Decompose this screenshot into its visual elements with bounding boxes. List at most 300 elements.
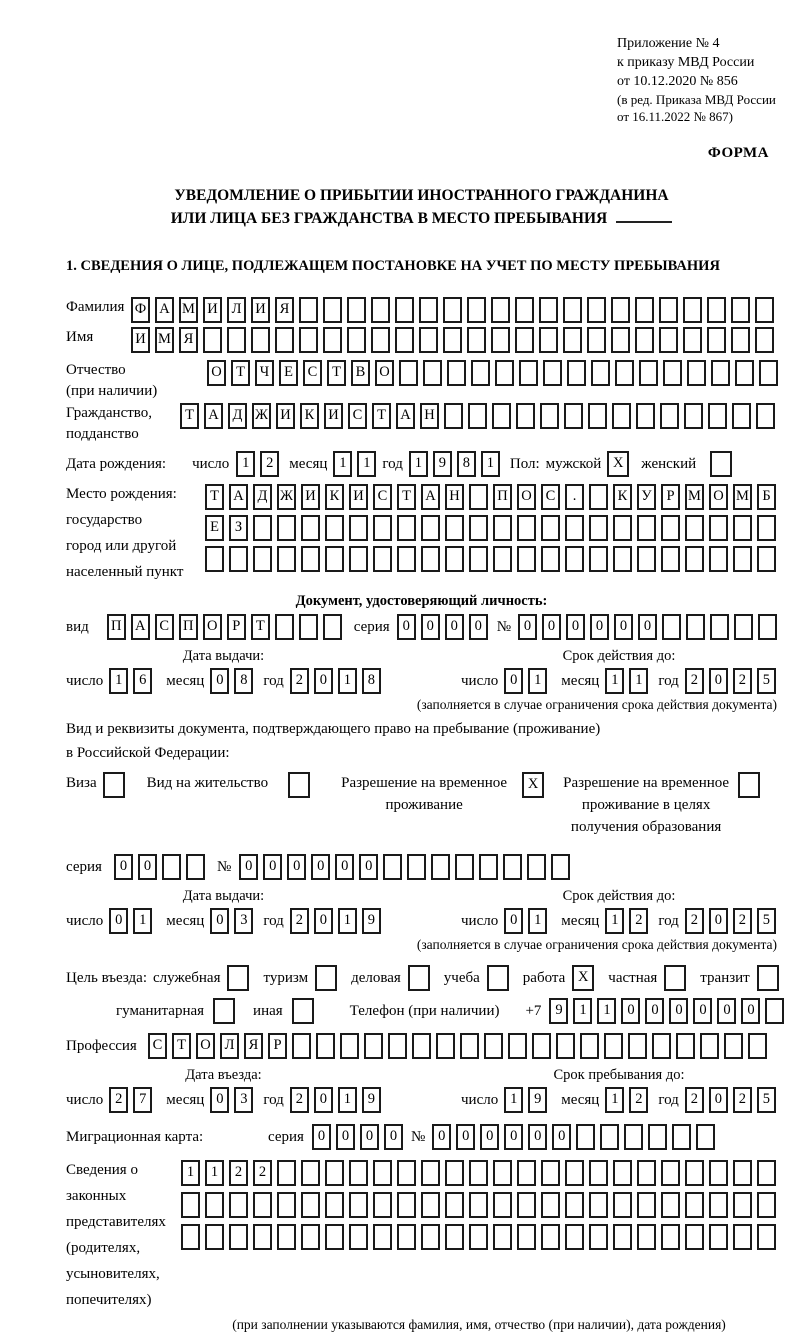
form-cell[interactable]: 0	[504, 908, 523, 934]
form-cell[interactable]	[323, 327, 342, 353]
form-cell[interactable]: А	[155, 297, 174, 323]
form-cell[interactable]	[541, 1160, 560, 1186]
form-cell[interactable]	[684, 403, 703, 429]
form-cell[interactable]	[565, 546, 584, 572]
form-cell[interactable]	[731, 327, 750, 353]
form-cell[interactable]: 0	[542, 614, 561, 640]
form-cell[interactable]: 0	[709, 908, 728, 934]
form-cell[interactable]	[275, 614, 294, 640]
form-cell[interactable]	[733, 546, 752, 572]
form-cell[interactable]	[519, 360, 538, 386]
form-cell[interactable]	[275, 327, 294, 353]
residence-permit-checkbox[interactable]	[288, 772, 310, 798]
form-cell[interactable]	[757, 1224, 776, 1250]
form-cell[interactable]: 0	[518, 614, 537, 640]
form-cell[interactable]	[687, 360, 706, 386]
temp-residence-education-checkbox[interactable]	[738, 772, 760, 798]
form-cell[interactable]: 0	[741, 998, 760, 1024]
form-cell[interactable]	[589, 1224, 608, 1250]
form-cell[interactable]	[757, 1160, 776, 1186]
purpose-private-checkbox[interactable]	[664, 965, 686, 991]
form-cell[interactable]	[205, 546, 224, 572]
form-cell[interactable]	[755, 297, 774, 323]
form-cell[interactable]: 7	[133, 1087, 152, 1113]
form-cell[interactable]	[589, 1160, 608, 1186]
form-cell[interactable]	[325, 515, 344, 541]
form-cell[interactable]: 0	[504, 1124, 523, 1150]
form-cell[interactable]: 0	[445, 614, 464, 640]
form-cell[interactable]: 1	[573, 998, 592, 1024]
form-cell[interactable]	[468, 403, 487, 429]
form-cell[interactable]	[253, 546, 272, 572]
form-cell[interactable]	[431, 854, 450, 880]
form-cell[interactable]: В	[351, 360, 370, 386]
form-cell[interactable]	[636, 403, 655, 429]
form-cell[interactable]	[709, 515, 728, 541]
form-cell[interactable]: П	[493, 484, 512, 510]
form-cell[interactable]	[421, 1224, 440, 1250]
form-cell[interactable]	[663, 360, 682, 386]
form-cell[interactable]: 1	[338, 908, 357, 934]
form-cell[interactable]: 0	[397, 614, 416, 640]
form-cell[interactable]: Т	[251, 614, 270, 640]
form-cell[interactable]: 0	[314, 908, 333, 934]
form-cell[interactable]	[637, 1192, 656, 1218]
form-cell[interactable]: 0	[432, 1124, 451, 1150]
form-cell[interactable]: 0	[566, 614, 585, 640]
form-cell[interactable]	[467, 327, 486, 353]
form-cell[interactable]: Е	[279, 360, 298, 386]
form-cell[interactable]	[565, 515, 584, 541]
form-cell[interactable]	[613, 1192, 632, 1218]
form-cell[interactable]	[757, 1192, 776, 1218]
form-cell[interactable]	[563, 327, 582, 353]
form-cell[interactable]	[299, 327, 318, 353]
form-cell[interactable]	[567, 360, 586, 386]
form-cell[interactable]: О	[375, 360, 394, 386]
form-cell[interactable]	[277, 1224, 296, 1250]
form-cell[interactable]: 3	[234, 1087, 253, 1113]
form-cell[interactable]	[445, 546, 464, 572]
form-cell[interactable]: 1	[504, 1087, 523, 1113]
form-cell[interactable]: 9	[433, 451, 452, 477]
form-cell[interactable]	[181, 1192, 200, 1218]
form-cell[interactable]: 2	[629, 1087, 648, 1113]
form-cell[interactable]: 0	[210, 908, 229, 934]
form-cell[interactable]	[711, 360, 730, 386]
form-cell[interactable]: Р	[268, 1033, 287, 1059]
purpose-transit-checkbox[interactable]	[757, 965, 779, 991]
form-cell[interactable]: 1	[528, 668, 547, 694]
form-cell[interactable]	[421, 546, 440, 572]
form-cell[interactable]	[565, 1160, 584, 1186]
form-cell[interactable]: 0	[311, 854, 330, 880]
form-cell[interactable]	[685, 515, 704, 541]
form-cell[interactable]	[757, 546, 776, 572]
form-cell[interactable]: А	[421, 484, 440, 510]
form-cell[interactable]: Л	[227, 297, 246, 323]
form-cell[interactable]	[759, 360, 778, 386]
form-cell[interactable]	[292, 1033, 311, 1059]
sex-female-checkbox[interactable]	[710, 451, 732, 477]
form-cell[interactable]: 0	[336, 1124, 355, 1150]
form-cell[interactable]: 1	[338, 668, 357, 694]
form-cell[interactable]	[707, 297, 726, 323]
form-cell[interactable]	[443, 327, 462, 353]
form-cell[interactable]	[347, 297, 366, 323]
form-cell[interactable]: 2	[109, 1087, 128, 1113]
form-cell[interactable]	[659, 297, 678, 323]
form-cell[interactable]	[325, 1192, 344, 1218]
form-cell[interactable]	[637, 546, 656, 572]
form-cell[interactable]	[443, 297, 462, 323]
form-cell[interactable]	[685, 1224, 704, 1250]
form-cell[interactable]	[421, 1160, 440, 1186]
form-cell[interactable]: 5	[757, 908, 776, 934]
form-cell[interactable]	[612, 403, 631, 429]
form-cell[interactable]	[349, 1224, 368, 1250]
form-cell[interactable]: М	[685, 484, 704, 510]
form-cell[interactable]	[515, 327, 534, 353]
form-cell[interactable]: 0	[239, 854, 258, 880]
form-cell[interactable]	[445, 1192, 464, 1218]
form-cell[interactable]: 1	[333, 451, 352, 477]
form-cell[interactable]	[613, 546, 632, 572]
form-cell[interactable]	[628, 1033, 647, 1059]
form-cell[interactable]	[205, 1224, 224, 1250]
form-cell[interactable]	[707, 327, 726, 353]
form-cell[interactable]: 0	[638, 614, 657, 640]
form-cell[interactable]: 1	[357, 451, 376, 477]
form-cell[interactable]	[277, 1160, 296, 1186]
form-cell[interactable]	[755, 327, 774, 353]
form-cell[interactable]: 1	[338, 1087, 357, 1113]
form-cell[interactable]: О	[196, 1033, 215, 1059]
form-cell[interactable]: К	[613, 484, 632, 510]
form-cell[interactable]: 1	[181, 1160, 200, 1186]
form-cell[interactable]: 2	[685, 1087, 704, 1113]
form-cell[interactable]	[637, 515, 656, 541]
form-cell[interactable]	[541, 515, 560, 541]
form-cell[interactable]	[383, 854, 402, 880]
form-cell[interactable]	[708, 403, 727, 429]
form-cell[interactable]: 0	[693, 998, 712, 1024]
form-cell[interactable]: 0	[469, 614, 488, 640]
form-cell[interactable]	[227, 327, 246, 353]
form-cell[interactable]: 1	[133, 908, 152, 934]
form-cell[interactable]	[186, 854, 205, 880]
form-cell[interactable]: С	[148, 1033, 167, 1059]
form-cell[interactable]: С	[373, 484, 392, 510]
form-cell[interactable]	[710, 614, 729, 640]
form-cell[interactable]	[388, 1033, 407, 1059]
form-cell[interactable]	[648, 1124, 667, 1150]
form-cell[interactable]: 0	[669, 998, 688, 1024]
form-cell[interactable]	[539, 297, 558, 323]
form-cell[interactable]: 0	[645, 998, 664, 1024]
form-cell[interactable]	[686, 614, 705, 640]
form-cell[interactable]	[589, 546, 608, 572]
form-cell[interactable]: 2	[733, 668, 752, 694]
form-cell[interactable]: 2	[290, 1087, 309, 1113]
form-cell[interactable]	[229, 546, 248, 572]
form-cell[interactable]: И	[131, 327, 150, 353]
form-cell[interactable]	[541, 1224, 560, 1250]
form-cell[interactable]	[323, 614, 342, 640]
form-cell[interactable]	[423, 360, 442, 386]
form-cell[interactable]	[445, 1224, 464, 1250]
form-cell[interactable]: П	[179, 614, 198, 640]
form-cell[interactable]: С	[155, 614, 174, 640]
form-cell[interactable]	[685, 546, 704, 572]
form-cell[interactable]: 0	[717, 998, 736, 1024]
form-cell[interactable]: А	[131, 614, 150, 640]
form-cell[interactable]	[412, 1033, 431, 1059]
form-cell[interactable]	[162, 854, 181, 880]
form-cell[interactable]	[373, 1192, 392, 1218]
form-cell[interactable]	[563, 297, 582, 323]
form-cell[interactable]: Е	[205, 515, 224, 541]
form-cell[interactable]: .	[565, 484, 584, 510]
form-cell[interactable]: 2	[685, 908, 704, 934]
purpose-humanitarian-checkbox[interactable]	[213, 998, 235, 1024]
form-cell[interactable]: 9	[528, 1087, 547, 1113]
form-cell[interactable]	[349, 515, 368, 541]
sex-male-checkbox[interactable]: X	[607, 451, 629, 477]
form-cell[interactable]	[469, 515, 488, 541]
form-cell[interactable]: И	[276, 403, 295, 429]
form-cell[interactable]	[661, 1160, 680, 1186]
form-cell[interactable]	[732, 403, 751, 429]
form-cell[interactable]	[659, 327, 678, 353]
form-cell[interactable]	[445, 1160, 464, 1186]
form-cell[interactable]: И	[324, 403, 343, 429]
form-cell[interactable]: О	[517, 484, 536, 510]
form-cell[interactable]	[662, 614, 681, 640]
form-cell[interactable]	[436, 1033, 455, 1059]
form-cell[interactable]: 2	[733, 908, 752, 934]
form-cell[interactable]: Н	[420, 403, 439, 429]
form-cell[interactable]	[395, 297, 414, 323]
form-cell[interactable]	[253, 515, 272, 541]
form-cell[interactable]: 0	[552, 1124, 571, 1150]
form-cell[interactable]	[611, 327, 630, 353]
form-cell[interactable]: 1	[605, 668, 624, 694]
form-cell[interactable]: Л	[220, 1033, 239, 1059]
form-cell[interactable]: 2	[260, 451, 279, 477]
form-cell[interactable]: Т	[327, 360, 346, 386]
form-cell[interactable]: 0	[314, 1087, 333, 1113]
form-cell[interactable]	[467, 297, 486, 323]
form-cell[interactable]	[205, 1192, 224, 1218]
form-cell[interactable]: Я	[179, 327, 198, 353]
form-cell[interactable]	[469, 546, 488, 572]
form-cell[interactable]: 0	[528, 1124, 547, 1150]
form-cell[interactable]	[735, 360, 754, 386]
form-cell[interactable]: 0	[709, 1087, 728, 1113]
form-cell[interactable]	[277, 546, 296, 572]
form-cell[interactable]: 0	[210, 668, 229, 694]
form-cell[interactable]: 0	[590, 614, 609, 640]
form-cell[interactable]: 5	[757, 668, 776, 694]
form-cell[interactable]	[541, 1192, 560, 1218]
form-cell[interactable]	[589, 515, 608, 541]
form-cell[interactable]: 1	[528, 908, 547, 934]
form-cell[interactable]	[492, 403, 511, 429]
form-cell[interactable]	[556, 1033, 575, 1059]
form-cell[interactable]: С	[303, 360, 322, 386]
form-cell[interactable]	[661, 515, 680, 541]
form-cell[interactable]	[253, 1224, 272, 1250]
form-cell[interactable]	[371, 297, 390, 323]
form-cell[interactable]: 0	[109, 908, 128, 934]
form-cell[interactable]: С	[541, 484, 560, 510]
form-cell[interactable]	[611, 297, 630, 323]
form-cell[interactable]: 8	[457, 451, 476, 477]
form-cell[interactable]	[491, 297, 510, 323]
form-cell[interactable]: Т	[180, 403, 199, 429]
form-cell[interactable]	[724, 1033, 743, 1059]
form-cell[interactable]	[700, 1033, 719, 1059]
form-cell[interactable]	[503, 854, 522, 880]
form-cell[interactable]	[551, 854, 570, 880]
form-cell[interactable]: П	[107, 614, 126, 640]
form-cell[interactable]	[347, 327, 366, 353]
form-cell[interactable]: У	[637, 484, 656, 510]
form-cell[interactable]	[277, 515, 296, 541]
form-cell[interactable]	[576, 1124, 595, 1150]
form-cell[interactable]: М	[155, 327, 174, 353]
form-cell[interactable]	[373, 515, 392, 541]
form-cell[interactable]	[421, 515, 440, 541]
form-cell[interactable]	[397, 515, 416, 541]
form-cell[interactable]: 9	[362, 908, 381, 934]
form-cell[interactable]: 1	[481, 451, 500, 477]
form-cell[interactable]	[469, 1160, 488, 1186]
form-cell[interactable]	[229, 1224, 248, 1250]
form-cell[interactable]	[661, 1224, 680, 1250]
form-cell[interactable]: 0	[210, 1087, 229, 1113]
form-cell[interactable]	[696, 1124, 715, 1150]
form-cell[interactable]	[471, 360, 490, 386]
form-cell[interactable]: К	[300, 403, 319, 429]
form-cell[interactable]	[613, 515, 632, 541]
form-cell[interactable]: 1	[236, 451, 255, 477]
form-cell[interactable]: О	[709, 484, 728, 510]
form-cell[interactable]	[661, 546, 680, 572]
form-cell[interactable]: И	[349, 484, 368, 510]
form-cell[interactable]: Т	[372, 403, 391, 429]
form-cell[interactable]: 1	[629, 668, 648, 694]
form-cell[interactable]	[565, 1192, 584, 1218]
form-cell[interactable]: Т	[205, 484, 224, 510]
form-cell[interactable]: Д	[253, 484, 272, 510]
form-cell[interactable]: А	[396, 403, 415, 429]
form-cell[interactable]: А	[204, 403, 223, 429]
form-cell[interactable]: И	[301, 484, 320, 510]
form-cell[interactable]: Т	[172, 1033, 191, 1059]
form-cell[interactable]	[733, 1160, 752, 1186]
form-cell[interactable]	[589, 1192, 608, 1218]
form-cell[interactable]: Б	[757, 484, 776, 510]
form-cell[interactable]	[493, 1192, 512, 1218]
form-cell[interactable]	[733, 1192, 752, 1218]
form-cell[interactable]	[683, 327, 702, 353]
form-cell[interactable]	[637, 1224, 656, 1250]
form-cell[interactable]: 9	[549, 998, 568, 1024]
form-cell[interactable]: 1	[597, 998, 616, 1024]
form-cell[interactable]	[637, 1160, 656, 1186]
form-cell[interactable]: 1	[409, 451, 428, 477]
form-cell[interactable]: С	[348, 403, 367, 429]
form-cell[interactable]: Т	[231, 360, 250, 386]
form-cell[interactable]: 2	[253, 1160, 272, 1186]
form-cell[interactable]: 0	[359, 854, 378, 880]
form-cell[interactable]: 0	[709, 668, 728, 694]
form-cell[interactable]	[660, 403, 679, 429]
form-cell[interactable]: З	[229, 515, 248, 541]
form-cell[interactable]: 1	[205, 1160, 224, 1186]
form-cell[interactable]: 8	[234, 668, 253, 694]
form-cell[interactable]	[397, 1160, 416, 1186]
form-cell[interactable]	[325, 1160, 344, 1186]
form-cell[interactable]	[733, 1224, 752, 1250]
form-cell[interactable]	[349, 1192, 368, 1218]
form-cell[interactable]	[672, 1124, 691, 1150]
form-cell[interactable]: 0	[335, 854, 354, 880]
form-cell[interactable]: Н	[445, 484, 464, 510]
form-cell[interactable]	[539, 327, 558, 353]
form-cell[interactable]: Я	[275, 297, 294, 323]
form-cell[interactable]	[731, 297, 750, 323]
form-cell[interactable]	[639, 360, 658, 386]
form-cell[interactable]	[613, 1160, 632, 1186]
form-cell[interactable]	[517, 546, 536, 572]
form-cell[interactable]: К	[325, 484, 344, 510]
form-cell[interactable]: 8	[362, 668, 381, 694]
form-cell[interactable]	[635, 327, 654, 353]
form-cell[interactable]: 0	[421, 614, 440, 640]
form-cell[interactable]	[460, 1033, 479, 1059]
purpose-business-checkbox[interactable]	[408, 965, 430, 991]
form-cell[interactable]: О	[203, 614, 222, 640]
form-cell[interactable]: 2	[629, 908, 648, 934]
form-cell[interactable]	[685, 1192, 704, 1218]
form-cell[interactable]: 0	[456, 1124, 475, 1150]
form-cell[interactable]	[756, 403, 775, 429]
form-cell[interactable]	[587, 327, 606, 353]
form-cell[interactable]: И	[251, 297, 270, 323]
form-cell[interactable]	[709, 1192, 728, 1218]
form-cell[interactable]	[580, 1033, 599, 1059]
form-cell[interactable]	[399, 360, 418, 386]
form-cell[interactable]	[349, 1160, 368, 1186]
form-cell[interactable]	[748, 1033, 767, 1059]
form-cell[interactable]	[532, 1033, 551, 1059]
form-cell[interactable]	[733, 515, 752, 541]
form-cell[interactable]	[299, 297, 318, 323]
form-cell[interactable]	[517, 1192, 536, 1218]
form-cell[interactable]: М	[179, 297, 198, 323]
form-cell[interactable]	[479, 854, 498, 880]
form-cell[interactable]	[685, 1160, 704, 1186]
form-cell[interactable]	[758, 614, 777, 640]
form-cell[interactable]: Т	[397, 484, 416, 510]
form-cell[interactable]	[371, 327, 390, 353]
form-cell[interactable]: Ф	[131, 297, 150, 323]
form-cell[interactable]: И	[203, 297, 222, 323]
form-cell[interactable]	[301, 1224, 320, 1250]
